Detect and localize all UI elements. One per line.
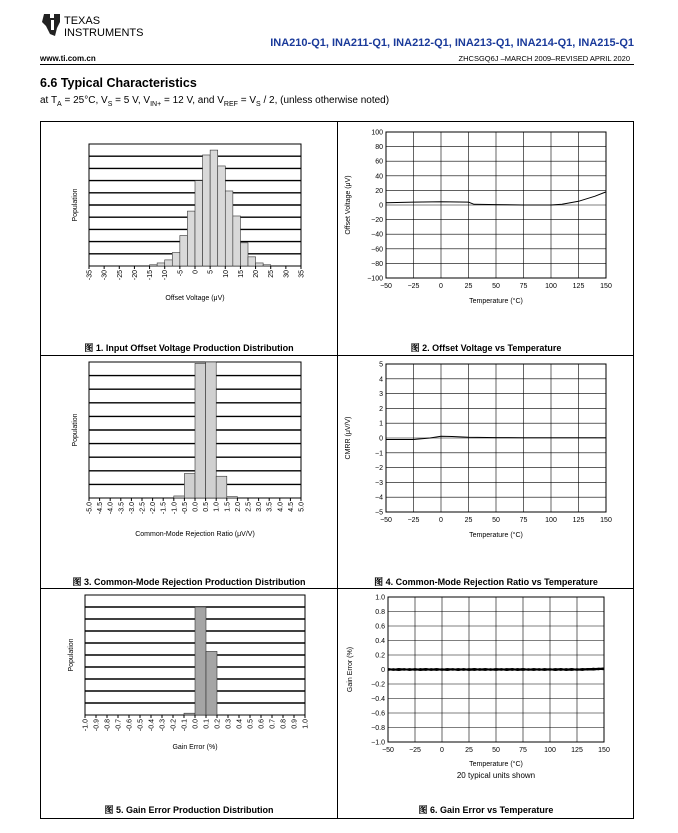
x-tick-label: 0.0 xyxy=(192,502,200,512)
histogram-bar xyxy=(174,496,185,498)
y-tick-label: 0.2 xyxy=(375,652,385,660)
x-tick-label: 3.0 xyxy=(256,502,264,512)
x-tick-label: 100 xyxy=(545,283,557,290)
y-tick-label: 20 xyxy=(375,187,383,195)
x-tick-label: 3.5 xyxy=(266,502,274,512)
x-tick-label: 30 xyxy=(283,270,291,278)
x-tick-label: -5 xyxy=(177,270,185,277)
x-tick-label: 4.0 xyxy=(277,502,285,512)
x-tick-label: 1.0 xyxy=(302,719,310,729)
histogram-bar xyxy=(233,216,241,266)
figure-grid xyxy=(40,121,634,819)
histogram-bar xyxy=(227,497,238,498)
y-tick-label: 0.8 xyxy=(375,609,385,616)
x-tick-label: -1.5 xyxy=(160,502,168,515)
logo-line1: TEXAS xyxy=(64,15,101,27)
histogram-bar xyxy=(195,363,206,498)
x-tick-label: −50 xyxy=(382,747,394,754)
x-tick-label: -0.6 xyxy=(126,719,134,732)
x-tick-label: 150 xyxy=(600,517,612,524)
figure-3-caption: 图 3. Common-Mode Rejection Production Distribution xyxy=(72,577,306,587)
figure-1 xyxy=(41,122,337,355)
y-tick-label: 3 xyxy=(379,391,383,399)
figure-1-caption: 图 1. Input Offset Voltage Production Distribution xyxy=(84,343,294,353)
logo-line2: INSTRUMENTS xyxy=(64,27,144,38)
x-tick-label: 100 xyxy=(545,517,557,524)
x-tick-label: −50 xyxy=(380,517,392,524)
x-tick-label: -4.5 xyxy=(97,502,105,515)
x-tick-label: -2.0 xyxy=(150,502,158,515)
figure-3 xyxy=(41,356,337,589)
x-tick-label: -0.5 xyxy=(181,502,189,515)
histogram-bar xyxy=(184,474,195,498)
figure-6 xyxy=(338,589,634,822)
histogram-bar xyxy=(225,191,233,266)
x-tick-label: 0.0 xyxy=(192,719,200,729)
gain-error-histogram xyxy=(41,589,337,820)
x-tick-label: 0.3 xyxy=(225,719,233,729)
x-tick-label: 75 xyxy=(519,747,527,754)
y-tick-label: −0.4 xyxy=(371,696,385,703)
x-tick-label: 50 xyxy=(492,517,500,524)
x-tick-label: −25 xyxy=(409,747,421,754)
x-tick-label: −25 xyxy=(407,517,420,524)
x-tick-label: 1.0 xyxy=(213,502,221,512)
figure-5 xyxy=(41,589,337,822)
y-tick-label: −60 xyxy=(371,246,383,254)
x-tick-label: 25 xyxy=(268,270,276,278)
histogram-bar xyxy=(256,263,264,266)
histogram-bar xyxy=(195,607,206,715)
y-tick-label: −40 xyxy=(371,231,383,239)
gain-error-vs-temp-chart xyxy=(338,589,634,820)
y-tick-label: 2 xyxy=(379,405,383,413)
y-tick-label: 100 xyxy=(371,129,383,137)
x-tick-label: 4.5 xyxy=(287,502,295,512)
y-tick-label: 0.4 xyxy=(375,638,385,645)
x-tick-label: -0.7 xyxy=(115,719,123,732)
x-tick-label: 125 xyxy=(572,517,585,524)
histogram-bar xyxy=(150,265,158,266)
x-tick-label: -25 xyxy=(116,270,124,281)
x-tick-label: -0.3 xyxy=(159,719,167,732)
figure-2 xyxy=(338,122,634,355)
x-tick-label: -0.4 xyxy=(148,719,156,732)
y-tick-label: −4 xyxy=(375,494,383,502)
x-tick-label: 25 xyxy=(465,747,473,754)
x-tick-label: -3.5 xyxy=(118,502,126,515)
histogram-bar xyxy=(248,257,256,266)
x-tick-label: 75 xyxy=(519,517,528,524)
histogram-bar xyxy=(180,236,188,267)
x-tick-label: 0.9 xyxy=(291,719,299,729)
x-tick-label: 125 xyxy=(572,283,585,290)
y-tick-label: 80 xyxy=(375,144,383,152)
x-tick-label: 0.6 xyxy=(258,719,266,729)
histogram-bar xyxy=(165,260,173,266)
y-axis-label: Offset Voltage (μV) xyxy=(345,175,352,235)
histogram-bar xyxy=(263,265,271,266)
offset-voltage-histogram xyxy=(41,122,337,355)
x-tick-label: 0.8 xyxy=(280,719,288,729)
x-tick-label: -20 xyxy=(131,270,139,281)
cmrr-vs-temp-chart xyxy=(338,356,634,589)
y-axis-label: Population xyxy=(72,413,79,447)
x-tick-label: 0.5 xyxy=(203,502,211,512)
x-axis-label: Temperature (°C) xyxy=(469,532,523,539)
x-tick-label: -0.9 xyxy=(93,719,101,732)
x-tick-label: 1.5 xyxy=(224,502,232,512)
y-tick-label: 5 xyxy=(379,361,383,369)
y-tick-label: 0.6 xyxy=(375,623,385,631)
x-tick-label: 5 xyxy=(207,270,215,274)
y-tick-label: −80 xyxy=(371,260,383,268)
ti-logo xyxy=(40,12,160,38)
histogram-bar xyxy=(187,211,195,266)
y-tick-label: −0.8 xyxy=(371,725,385,732)
figure-4-caption: 图 4. Common-Mode Rejection Ratio vs Temperature xyxy=(374,577,598,587)
histogram-bar xyxy=(184,713,195,715)
y-tick-label: −5 xyxy=(375,509,383,517)
histogram-bar xyxy=(195,181,203,266)
x-axis-label: Gain Error (%) xyxy=(172,744,218,751)
figure-5-caption: 图 5. Gain Error Production Distribution xyxy=(104,805,274,815)
x-tick-label: -4.0 xyxy=(107,502,115,515)
part-numbers: INA210-Q1, INA211-Q1, INA212-Q1, INA213-Q1, INA214-Q1, INA215-Q1 xyxy=(270,37,634,49)
x-tick-label: -2.5 xyxy=(139,502,147,515)
histogram-bar xyxy=(203,155,211,266)
y-tick-label: 60 xyxy=(375,158,383,166)
y-tick-label: −20 xyxy=(371,217,383,225)
histogram-bar xyxy=(206,651,217,715)
histogram-bar xyxy=(172,253,180,266)
x-tick-label: 15 xyxy=(237,270,245,278)
x-tick-label: 0.1 xyxy=(203,719,211,729)
x-tick-label: -0.5 xyxy=(137,719,145,732)
test-conditions: at $T_A = 25^\circ C$, $V_S = 5$ V, $V_{IN+} = 12$ V, and $V_{REF} = V_S / 2$, (unless otherwise noted) xyxy=(40,95,390,108)
x-tick-label: 150 xyxy=(598,747,610,754)
x-tick-label: -5.0 xyxy=(86,502,94,515)
x-tick-label: 0 xyxy=(439,283,443,290)
x-tick-label: 0.5 xyxy=(247,719,255,729)
x-tick-label: 25 xyxy=(464,283,473,290)
x-tick-label: -35 xyxy=(86,270,94,281)
x-tick-label: -30 xyxy=(101,270,109,281)
header-rule xyxy=(40,64,634,65)
y-tick-label: 0 xyxy=(381,667,385,674)
x-tick-label: -10 xyxy=(162,270,170,281)
x-tick-label: -0.1 xyxy=(181,719,189,732)
y-tick-label: −1 xyxy=(375,450,383,458)
x-axis-label: Offset Voltage (μV) xyxy=(165,295,225,302)
x-axis-label: Temperature (°C) xyxy=(469,761,523,768)
x-tick-label: 25 xyxy=(464,517,473,524)
y-axis-label: Gain Error (%) xyxy=(347,646,354,693)
y-tick-label: −100 xyxy=(367,275,383,283)
y-tick-label: −0.6 xyxy=(371,710,385,718)
y-tick-label: 0 xyxy=(379,435,383,443)
y-tick-label: −1.0 xyxy=(371,739,385,747)
x-tick-label: -0.8 xyxy=(104,719,112,732)
y-axis-label: CMRR (μV/V) xyxy=(345,416,352,460)
x-tick-label: 0.2 xyxy=(214,719,222,729)
histogram-bar xyxy=(240,243,248,266)
x-tick-label: 2.5 xyxy=(245,502,253,512)
cmrr-histogram xyxy=(41,356,337,589)
y-tick-label: 1 xyxy=(379,420,383,428)
x-tick-label: -1.0 xyxy=(171,502,179,515)
y-tick-label: −2 xyxy=(375,465,383,473)
section-title: 6.6 Typical Characteristics xyxy=(40,76,197,90)
x-tick-label: 0.4 xyxy=(236,719,244,729)
y-axis-label: Population xyxy=(68,638,75,672)
x-tick-label: 0 xyxy=(439,517,443,524)
website-link[interactable]: www.ti.com.cn xyxy=(40,54,96,63)
histogram-bar xyxy=(216,476,227,498)
y-tick-label: 1.0 xyxy=(375,594,385,602)
x-tick-label: -0.2 xyxy=(170,719,178,732)
y-tick-label: −3 xyxy=(375,479,383,487)
y-tick-label: 0 xyxy=(379,202,383,210)
x-tick-label: -1.0 xyxy=(82,719,90,732)
histogram-bar xyxy=(206,362,217,498)
histogram-bar xyxy=(210,150,218,266)
y-tick-label: 40 xyxy=(375,173,383,181)
x-tick-label: -15 xyxy=(147,270,155,281)
x-tick-label: 150 xyxy=(600,283,612,290)
x-tick-label: 35 xyxy=(298,270,306,278)
x-tick-label: 100 xyxy=(544,747,556,754)
x-tick-label: -3.0 xyxy=(128,502,136,515)
x-axis-label: Temperature (°C) xyxy=(469,298,523,305)
figure-6-caption: 图 6. Gain Error vs Temperature xyxy=(418,805,554,815)
x-tick-label: −25 xyxy=(407,283,420,290)
figure-2-caption: 图 2. Offset Voltage vs Temperature xyxy=(410,343,562,353)
figure-4 xyxy=(338,356,634,589)
y-tick-label: 4 xyxy=(379,376,383,384)
x-tick-label: 2.0 xyxy=(234,502,242,512)
x-axis-label: Common-Mode Rejection Ratio (μV/V) xyxy=(135,531,255,538)
histogram-bar xyxy=(157,263,165,266)
x-tick-label: 75 xyxy=(519,283,528,290)
chart-note: 20 typical units shown xyxy=(456,771,536,780)
y-tick-label: −0.2 xyxy=(371,681,385,689)
histogram-bar xyxy=(218,166,226,266)
document-id: ZHCSGQ6J –MARCH 2009–REVISED APRIL 2020 xyxy=(458,54,630,63)
x-tick-label: 125 xyxy=(571,747,583,754)
x-tick-label: 20 xyxy=(253,270,261,278)
x-tick-label: 10 xyxy=(222,270,230,278)
x-tick-label: 5.0 xyxy=(298,502,306,512)
offset-vs-temp-chart xyxy=(338,122,634,355)
x-tick-label: 0 xyxy=(440,747,444,754)
x-tick-label: 0.7 xyxy=(269,719,277,729)
x-tick-label: 0 xyxy=(192,270,200,274)
x-tick-label: 50 xyxy=(492,747,500,754)
x-tick-label: −50 xyxy=(380,283,392,290)
x-tick-label: 50 xyxy=(492,283,500,290)
y-axis-label: Population xyxy=(72,188,79,222)
